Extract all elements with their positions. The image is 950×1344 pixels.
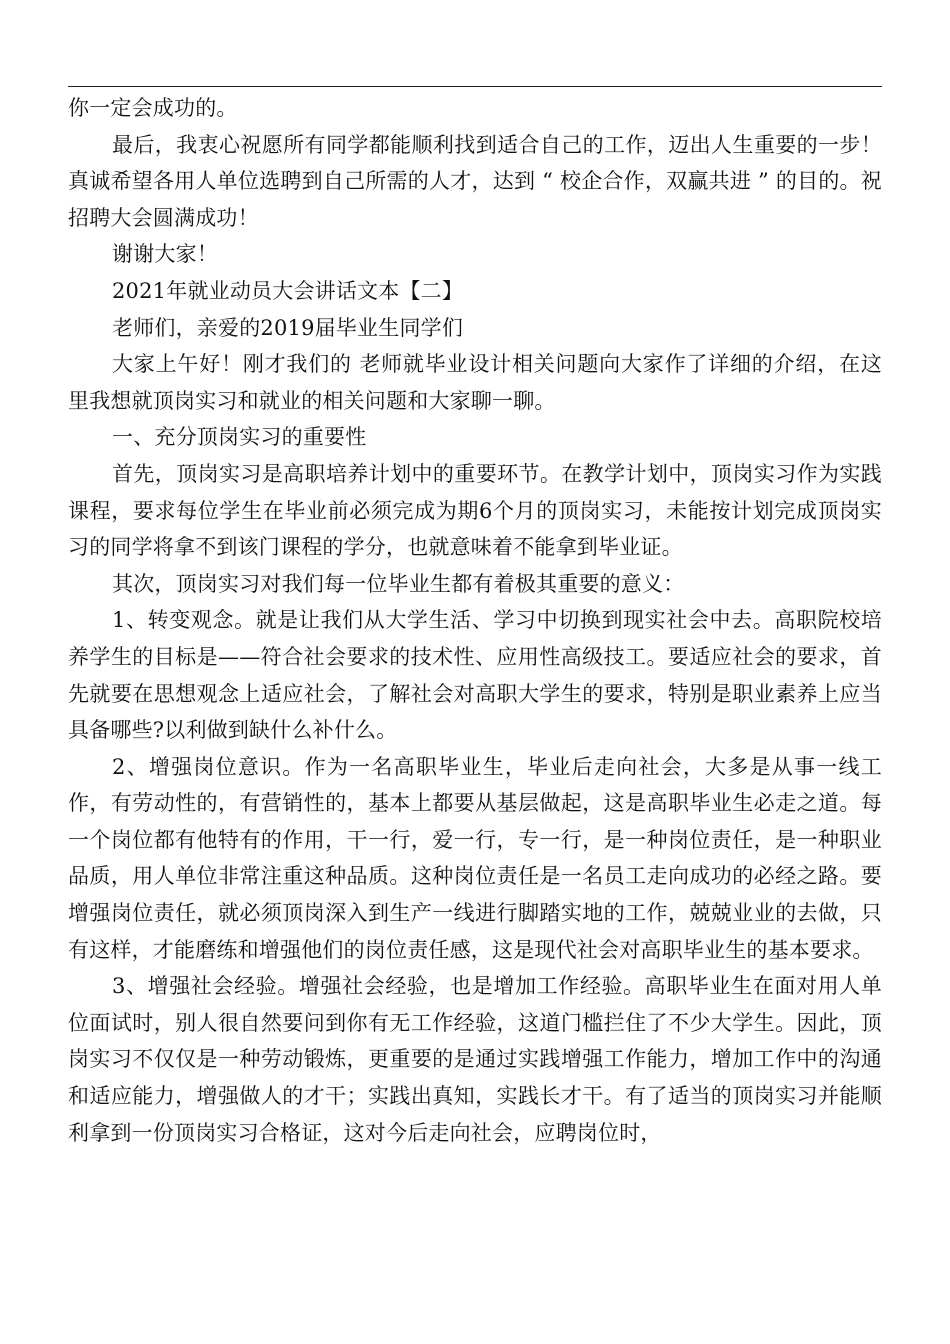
paragraph-salutation: 老师们，亲爱的2019届毕业生同学们 xyxy=(112,315,464,340)
section-heading-importance: 一、充分顶岗实习的重要性 xyxy=(112,425,367,450)
paragraph-greeting: 大家上午好！刚才我们的 老师就毕业设计相关问题向大家作了详细的介绍，在这里我想就顶岗实习和就业的相关问题和大家聊一聊。 xyxy=(68,352,882,413)
paragraph-closing-wishes: 最后，我衷心祝愿所有同学都能顺利找到适合自己的工作，迈出人生重要的一步！真诚希望各用人单位选聘到自己所需的人才，达到 “ 校企合作，双赢共进 ” 的目的。祝招聘大会圆满成功！ xyxy=(68,132,882,230)
document-body xyxy=(68,90,882,1151)
paragraph-item-2: 2、增强岗位意识。作为一名高职毕业生，毕业后走向社会，大多是从事一线工作，有劳动性的，有营销性的，基本上都要从基层做起，这是高职毕业生必走之道。每一个岗位都有他特有的作用，干一行，爱一行，专一行，是一种岗位责任，是一种职业品质，用人单位非常注重这种品质。这种岗位责任是一名员工走向成功的必经之路。要增强岗位责任，就必须顶岗深入到生产一线进行脚踏实地的工作，兢兢业业的去做，只有这样，才能磨练和增强他们的岗位责任感，这是现代社会对高职毕业生的基本要求。 xyxy=(68,754,882,962)
paragraph-second-intro: 其次，顶岗实习对我们每一位毕业生都有着极其重要的意义： xyxy=(112,571,685,596)
paragraph-item-1: 1、转变观念。就是让我们从大学生活、学习中切换到现实社会中去。高职院校培养学生的目标是——符合社会要求的技术性、应用性高级技工。要适应社会的要求，首先就要在思想观念上适应社会，了解社会对高职大学生的要求，特别是职业素养上应当具备哪些?以利做到缺什么补什么。 xyxy=(68,608,882,743)
section-title: 2021年就业动员大会讲话文本【二】 xyxy=(112,278,464,303)
paragraph-item-3: 3、增强社会经验。增强社会经验，也是增加工作经验。高职毕业生在面对用人单位面试时，别人很自然要问到你有无工作经验，这道门槛拦住了不少大学生。因此，顶岗实习不仅仅是一种劳动锻炼，更重要的是通过实践增强工作能力，增加工作中的沟通和适应能力，增强做人的才干；实践出真知，实践长才干。有了适当的顶岗实习并能顺利拿到一份顶岗实习合格证，这对今后走向社会，应聘岗位时， xyxy=(68,974,882,1145)
header-rule xyxy=(68,86,882,87)
paragraph-continuation: 你一定会成功的。 xyxy=(68,96,238,120)
paragraph-first-point: 首先，顶岗实习是高职培养计划中的重要环节。在教学计划中，顶岗实习作为实践课程，要求每位学生在毕业前必须完成为期6个月的顶岗实习，未能按计划完成顶岗实习的同学将拿不到该门课程的学分，也就意味着不能拿到毕业证。 xyxy=(68,461,882,560)
paragraph-thanks: 谢谢大家！ xyxy=(112,242,218,267)
document-page xyxy=(68,0,882,1344)
